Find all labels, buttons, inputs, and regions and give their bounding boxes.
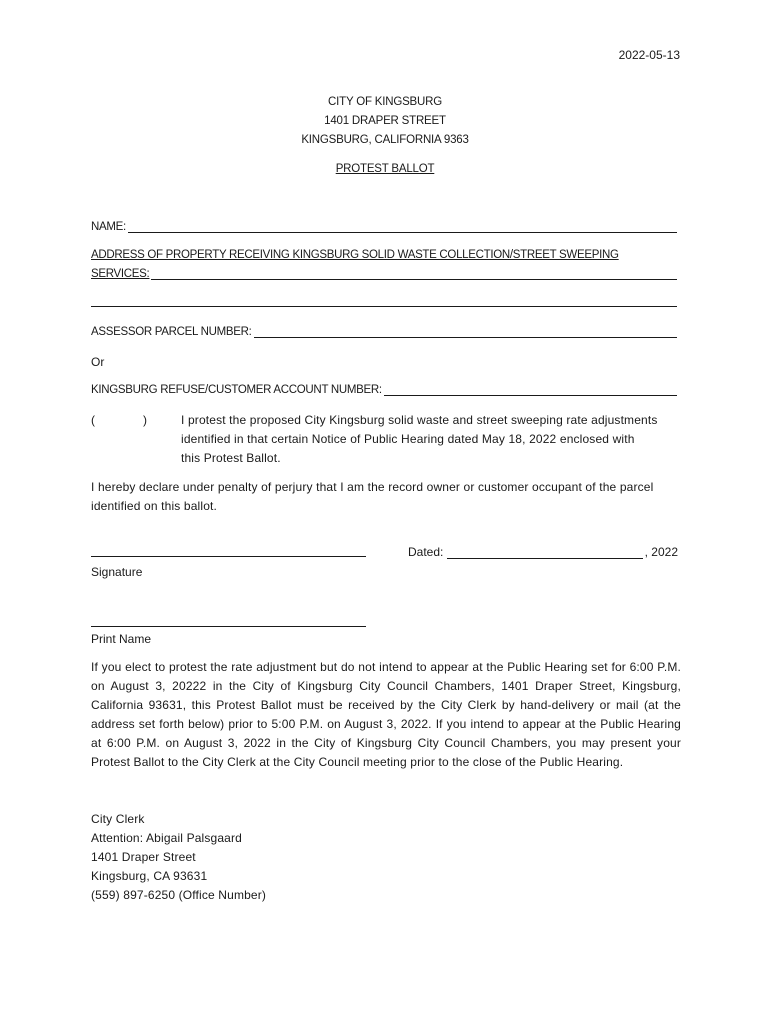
or-text: Or xyxy=(91,355,105,369)
city-state: KINGSBURG, CALIFORNIA 9363 xyxy=(301,134,469,146)
instructions-text: If you elect to protest the rate adjustment but do not intend to appear at the Public Hearing set for 6:00 P.M. on August 3, 20222 in the City of Kingsburg City Council Chambers, 1401 Draper Street, Kingsburg, California 93631, this Protest Ballot must be received by the City Clerk by hand-delivery or mail (at the address set forth below) prior to 5:00 P.M. on August 3, 2022. If you intend to appear at the Public Hearing at 6:00 P.M. on August 3, 2022 in the City of Kingsburg City Council Chambers, you may present your Protest Ballot to the City Clerk at the City Council meeting prior to the close of the Public Hearing. xyxy=(91,660,681,769)
document-date: 2022-05-13 xyxy=(618,48,680,62)
name-input-line[interactable] xyxy=(128,220,677,233)
contact-title: City Clerk xyxy=(91,812,145,826)
contact-block xyxy=(91,810,491,905)
print-name-line[interactable] xyxy=(91,614,366,627)
protest-checkbox[interactable] xyxy=(91,413,147,427)
address-field[interactable] xyxy=(91,267,677,280)
address-input-line[interactable] xyxy=(151,267,677,280)
account-label: KINGSBURG REFUSE/CUSTOMER ACCOUNT NUMBER: xyxy=(91,384,382,396)
signature-line[interactable] xyxy=(91,544,366,557)
dated-field[interactable] xyxy=(408,545,678,559)
contact-city: Kingsburg, CA 93631 xyxy=(91,869,208,883)
contact-attention: Attention: Abigail Palsgaard xyxy=(91,831,242,845)
protest-statement xyxy=(181,411,681,468)
address-label-line xyxy=(91,249,677,261)
protest-line-1: I protest the proposed City Kingsburg solid waste and street sweeping rate adjustments xyxy=(181,413,658,427)
dated-year: , 2022 xyxy=(644,545,678,559)
account-field[interactable] xyxy=(91,383,677,396)
address-input-line-2[interactable] xyxy=(91,296,677,307)
city-name: CITY OF KINGSBURG xyxy=(328,96,442,108)
city-street: 1401 DRAPER STREET xyxy=(324,115,446,127)
protest-line-2: identified in that certain Notice of Public Hearing dated May 18, 2022 enclosed with xyxy=(181,432,635,446)
dated-label: Dated: xyxy=(408,545,444,559)
apn-field[interactable] xyxy=(91,325,677,338)
declaration-text: I hereby declare under penalty of perjury that I am the record owner or customer occupant of the parcel identified on this ballot. xyxy=(91,480,654,513)
contact-street: 1401 Draper Street xyxy=(91,850,196,864)
protest-line-3: this Protest Ballot. xyxy=(181,451,281,465)
apn-label: ASSESSOR PARCEL NUMBER: xyxy=(91,326,252,338)
name-field[interactable] xyxy=(91,220,677,233)
apn-input-line[interactable] xyxy=(254,325,677,338)
services-label: SERVICES: xyxy=(91,268,150,280)
checkbox-close-paren: ) xyxy=(143,413,147,427)
checkbox-open-paren: ( xyxy=(91,413,95,427)
name-label: NAME: xyxy=(91,221,126,233)
ballot-title xyxy=(0,163,770,175)
signature-label: Signature xyxy=(91,565,143,579)
account-input-line[interactable] xyxy=(384,383,677,396)
ballot-title-text: PROTEST BALLOT xyxy=(335,163,435,175)
contact-phone: (559) 897-6250 (Office Number) xyxy=(91,888,267,902)
print-name-label: Print Name xyxy=(91,632,152,646)
address-label: ADDRESS OF PROPERTY RECEIVING KINGSBURG SOLID WASTE COLLECTION/STREET SWEEPING xyxy=(91,249,619,261)
dated-input-line[interactable] xyxy=(447,547,642,559)
